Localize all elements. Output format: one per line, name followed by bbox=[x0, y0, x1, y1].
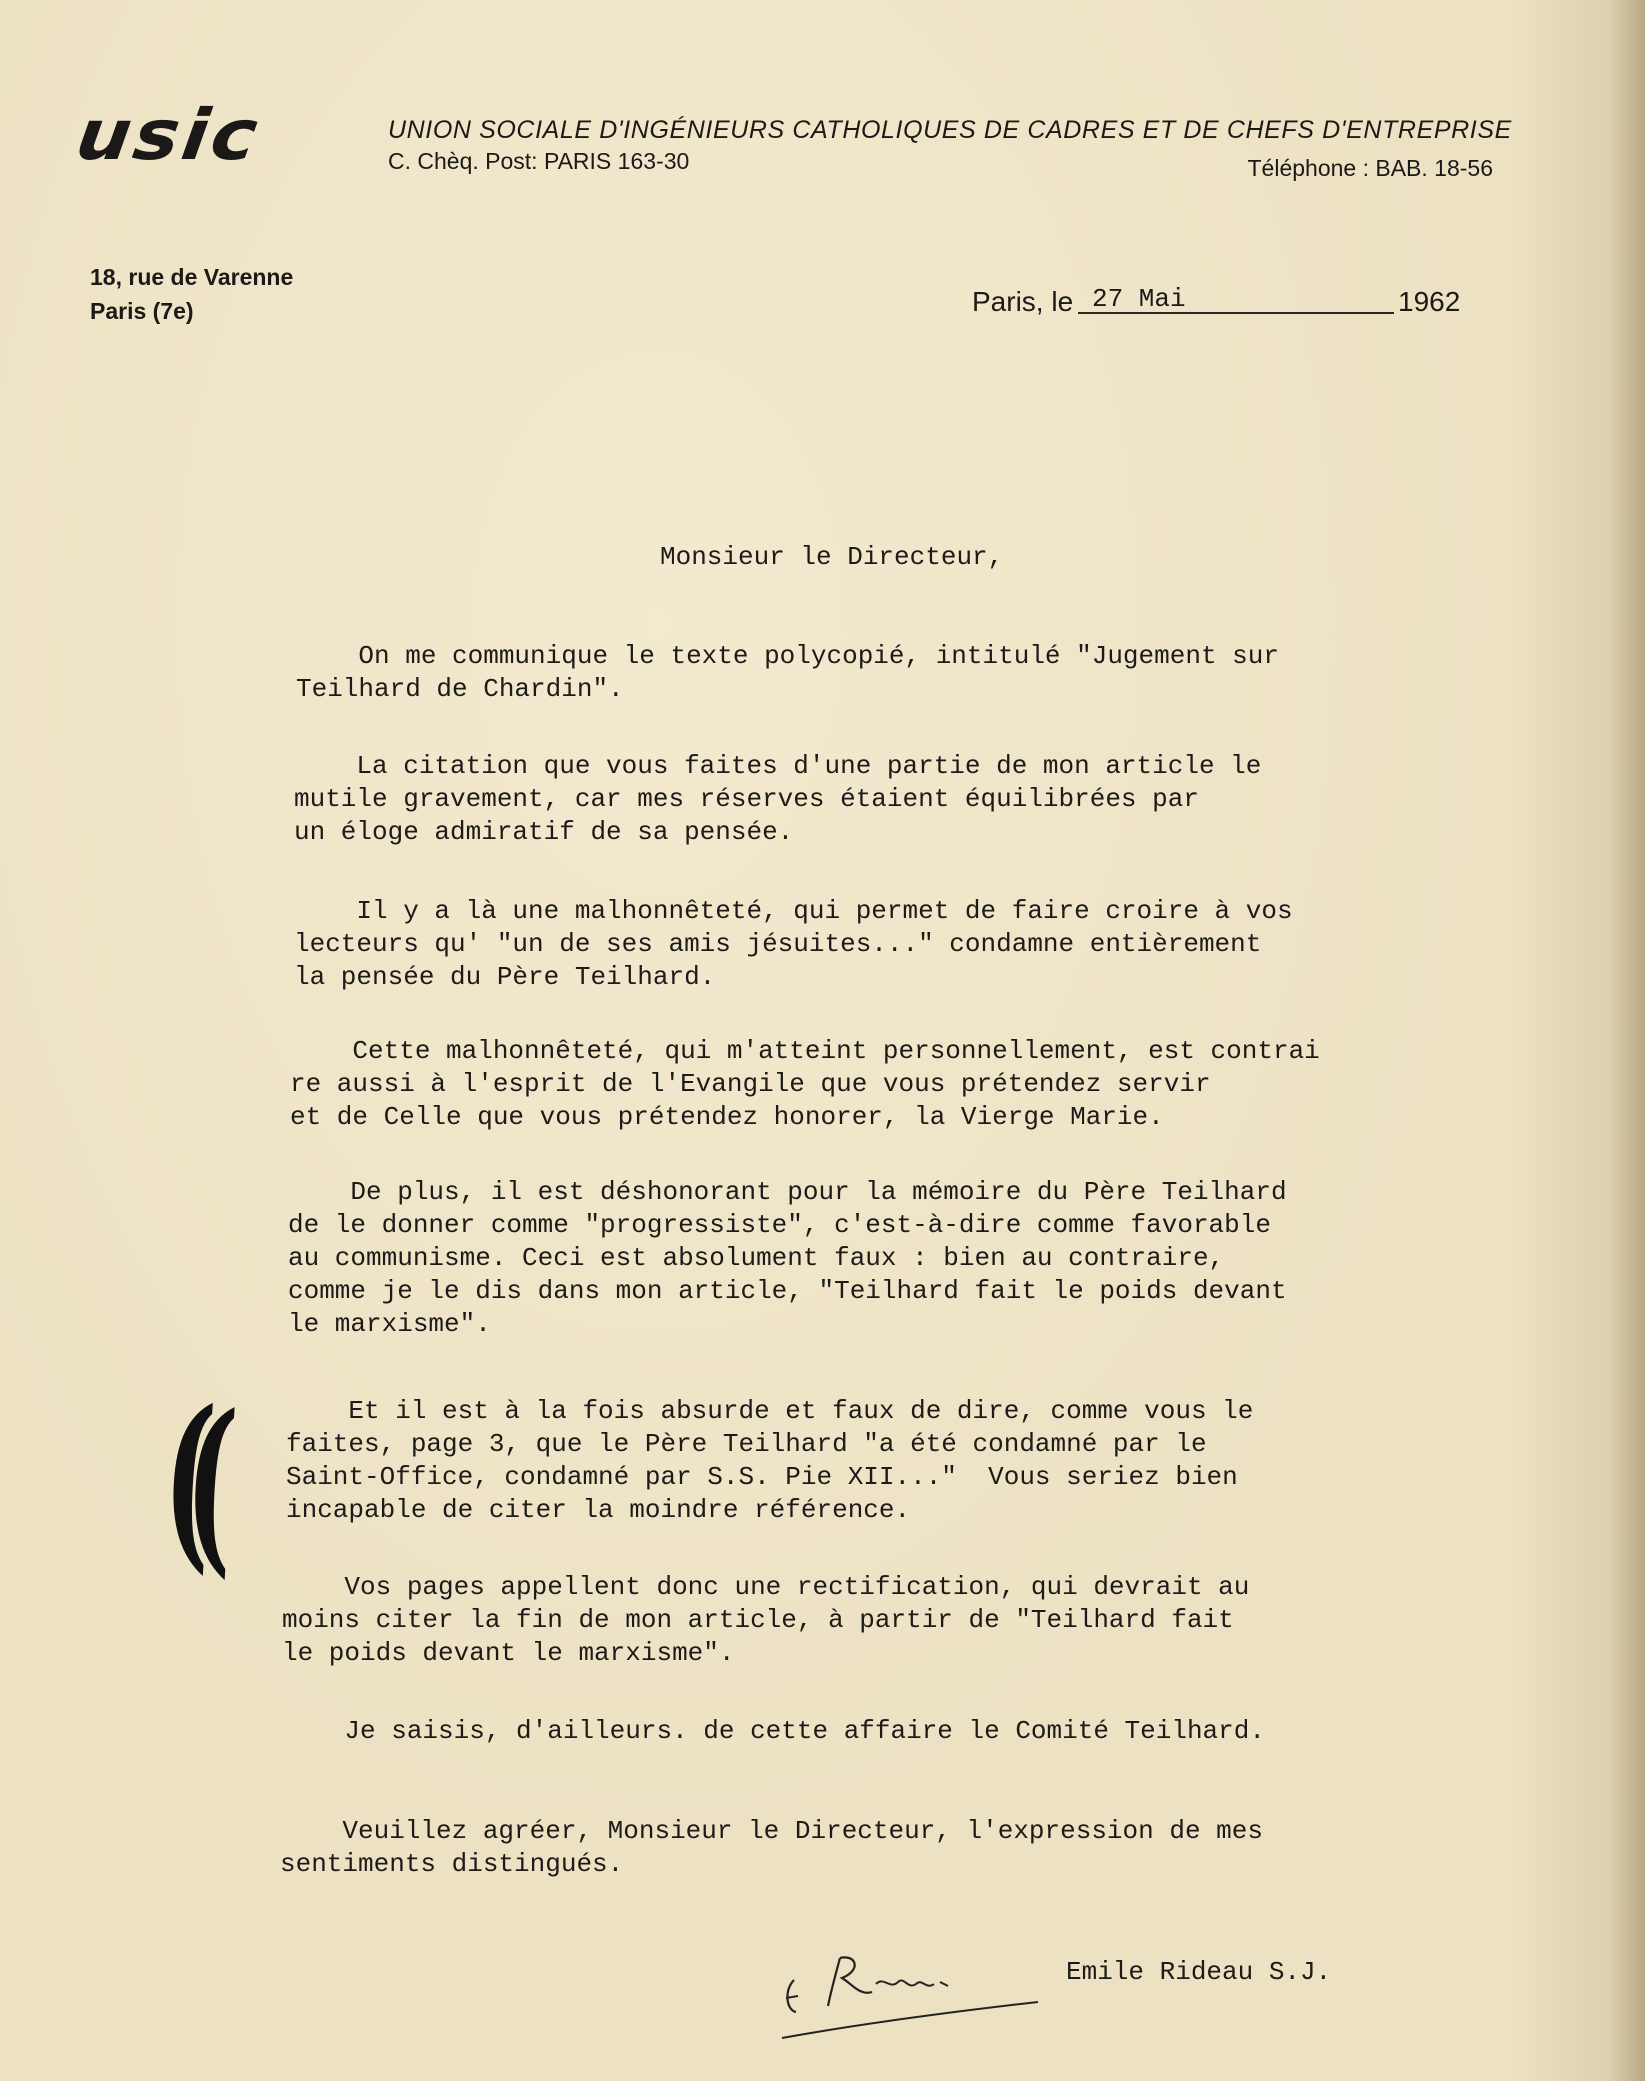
date-line bbox=[972, 284, 1496, 324]
organization-name: UNION SOCIALE D'INGÉNIEURS CATHOLIQUES DE CADRES ET DE CHEFS D'ENTREPRISE bbox=[388, 116, 1512, 144]
margin-mark: (( bbox=[158, 1361, 215, 1592]
paragraph-line: et de Celle que vous prétendez honorer, la Vierge Marie. bbox=[290, 1102, 1164, 1132]
page-edge-shadow bbox=[1609, 0, 1645, 2081]
paragraph-line: incapable de citer la moindre référence. bbox=[286, 1495, 911, 1525]
address-city: Paris (7e) bbox=[90, 298, 194, 324]
address-street: 18, rue de Varenne bbox=[90, 264, 294, 290]
paragraph-line: Je saisis, d'ailleurs. de cette affaire le Comité Teilhard. bbox=[282, 1716, 1265, 1746]
paragraph-line: Veuillez agréer, Monsieur le Directeur, l'expression de mes bbox=[280, 1816, 1263, 1846]
paragraph-line: le marxisme". bbox=[288, 1309, 491, 1339]
date-day-month: 27 Mai bbox=[1078, 284, 1394, 314]
paragraph-line: comme je le dis dans mon article, "Teilhard fait le poids devant bbox=[288, 1276, 1287, 1306]
paragraph-line: faites, page 3, que le Père Teilhard "a été condamné par le bbox=[286, 1429, 1207, 1459]
telephone-number: Téléphone : BAB. 18-56 bbox=[1247, 155, 1493, 181]
letter-paragraph bbox=[294, 895, 1564, 994]
letter-paragraph bbox=[286, 1395, 1556, 1527]
paragraph-line: un éloge admiratif de sa pensée. bbox=[294, 817, 794, 847]
date-place: Paris, le bbox=[972, 286, 1074, 317]
date-year: 1962 bbox=[1398, 286, 1461, 317]
handwritten-signature bbox=[780, 1940, 1040, 2040]
paragraph-line: sentiments distingués. bbox=[280, 1849, 624, 1879]
paragraph-line: De plus, il est déshonorant pour la mémoire du Père Teilhard bbox=[288, 1177, 1287, 1207]
paragraph-line: Saint-Office, condamné par S.S. Pie XII..." Vous seriez bien bbox=[286, 1462, 1238, 1492]
letter-paragraph bbox=[282, 1715, 1552, 1748]
paragraph-line: Cette malhonnêteté, qui m'atteint personnellement, est contrai bbox=[290, 1036, 1320, 1066]
usic-logo: usic bbox=[71, 93, 266, 176]
paragraph-line: Et il est à la fois absurde et faux de dire, comme vous le bbox=[286, 1396, 1254, 1426]
paragraph-line: Teilhard de Chardin". bbox=[296, 674, 624, 704]
paragraph-line: de le donner comme "progressiste", c'est-à-dire comme favorable bbox=[288, 1210, 1271, 1240]
letter-paragraph bbox=[296, 640, 1566, 706]
paragraph-line: re aussi à l'esprit de l'Evangile que vous prétendez servir bbox=[290, 1069, 1211, 1099]
paragraph-line: lecteurs qu' "un de ses amis jésuites..." condamne entièrement bbox=[294, 929, 1262, 959]
paragraph-line: au communisme. Ceci est absolument faux : bien au contraire, bbox=[288, 1243, 1225, 1273]
paragraph-line: la pensée du Père Teilhard. bbox=[294, 962, 716, 992]
paragraph-line: le poids devant le marxisme". bbox=[282, 1638, 735, 1668]
letter-paragraph bbox=[282, 1571, 1552, 1670]
letter-paragraph bbox=[290, 1035, 1560, 1134]
letter-paragraph bbox=[294, 750, 1564, 849]
paragraph-line: Il y a là une malhonnêteté, qui permet de faire croire à vos bbox=[294, 896, 1293, 926]
paragraph-line: La citation que vous faites d'une partie de mon article le bbox=[294, 751, 1262, 781]
paragraph-line: Vos pages appellent donc une rectification, qui devrait au bbox=[282, 1572, 1250, 1602]
paragraph-line: mutile gravement, car mes réserves étaient équilibrées par bbox=[294, 784, 1199, 814]
paragraph-line: moins citer la fin de mon article, à partir de "Teilhard fait bbox=[282, 1605, 1234, 1635]
postal-cheque: C. Chèq. Post: PARIS 163-30 bbox=[388, 148, 690, 174]
signer-name: Emile Rideau S.J. bbox=[1066, 1957, 1332, 1987]
paragraph-line: On me communique le texte polycopié, intitulé "Jugement sur bbox=[296, 641, 1279, 671]
salutation: Monsieur le Directeur, bbox=[660, 542, 1004, 572]
letter-paragraph bbox=[288, 1176, 1558, 1341]
letter-paragraph bbox=[280, 1815, 1550, 1881]
